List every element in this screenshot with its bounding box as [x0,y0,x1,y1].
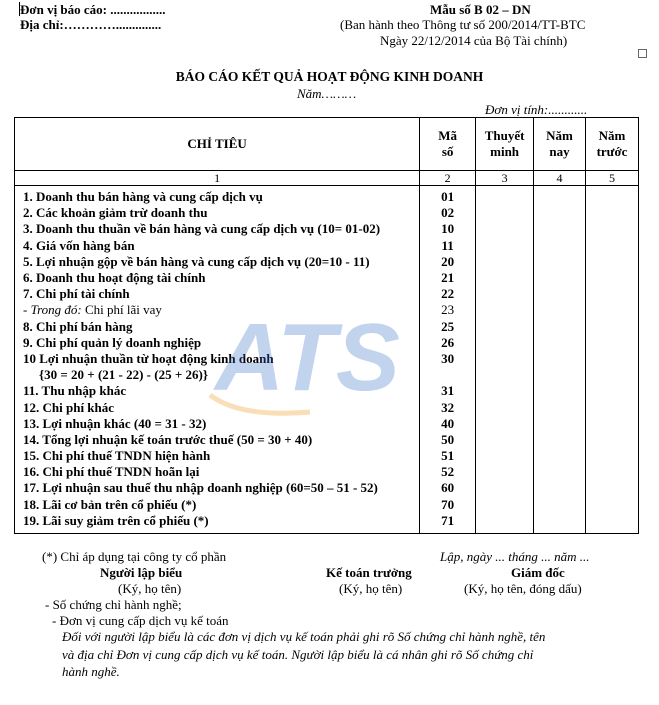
row-previous-year [586,383,639,399]
row-note [476,254,534,270]
row-current-year [534,432,586,448]
row-code: 60 [420,480,476,496]
row-label: 11. Thu nhập khác [15,383,420,399]
form-number: Mẫu số B 02 – DN [430,2,531,17]
row-label: 16. Chi phí thuế TNDN hoãn lại [15,464,420,480]
preparer-title: Người lập biểu [100,565,183,580]
row-label: 6. Doanh thu hoạt động tài chính [15,270,420,286]
explanation-line-1: Đối với người lập biểu là các đơn vị dịch vụ kế toán phải ghi rõ Số chứng chỉ hành nghề, tên [62,629,546,644]
table-row [15,513,639,529]
table-row [15,416,639,432]
row-label: 1. Doanh thu bán hàng và cung cấp dịch vụ [15,189,420,205]
table-row [15,286,639,302]
issued-by-text: (Ban hành theo Thông tư số 200/2014/TT-BTC [340,17,586,32]
income-statement-table [14,117,639,534]
row-note [476,480,534,496]
row-label [15,302,420,318]
currency-unit: Đơn vị tính:............ [485,102,588,117]
row-current-year [534,367,586,383]
row-label: 17. Lợi nhuận sau thuế thu nhập doanh nghiệp (60=50 – 51 - 52) [15,480,420,496]
row-label: 19. Lãi suy giảm trên cổ phiếu (*) [15,513,420,529]
row-label: 4. Giá vốn hàng bán [15,238,420,254]
row-label: 5. Lợi nhuận gộp về bán hàng và cung cấp dịch vụ (20=10 - 11) [15,254,420,270]
row-current-year [534,286,586,302]
row-previous-year [586,221,639,237]
table-row [15,221,639,237]
row-current-year [534,351,586,367]
director-signature-note: (Ký, họ tên, đóng dấu) [464,581,582,596]
explanation-line-2: và địa chỉ Đơn vị cung cấp dịch vụ kế toán. Người lập biểu là cá nhân ghi rõ Số chứng chỉ [62,647,534,662]
footnote: (*) Chỉ áp dụng tại công ty cổ phần [42,549,227,564]
row-current-year [534,302,586,318]
table-row [15,448,639,464]
table-row [15,367,639,383]
row-label: 7. Chi phí tài chính [15,286,420,302]
row-code: 20 [420,254,476,270]
row-previous-year [586,448,639,464]
row-code: 51 [420,448,476,464]
row-previous-year [586,286,639,302]
row-note [476,464,534,480]
row-previous-year [586,238,639,254]
row-label: 2. Các khoản giảm trừ doanh thu [15,205,420,221]
table-row [15,205,639,221]
row-note [476,302,534,318]
row-current-year [534,448,586,464]
table-row [15,383,639,399]
row-note [476,432,534,448]
report-title: BÁO CÁO KẾT QUẢ HOẠT ĐỘNG KINH DOANH [175,69,484,84]
row-label: 15. Chi phí thuế TNDN hiện hành [15,448,420,464]
row-code: 71 [420,513,476,529]
row-current-year [534,270,586,286]
row-note [476,399,534,415]
header-note: Thuyết minh [476,118,534,171]
explanation-line-3: hành nghề. [62,664,120,679]
row-note [476,270,534,286]
row-previous-year [586,302,639,318]
row-current-year [534,254,586,270]
row-current-year [534,335,586,351]
service-unit-line: - Đơn vị cung cấp dịch vụ kế toán [52,613,229,628]
row-previous-year [586,189,639,205]
row-current-year [534,464,586,480]
column-number: 3 [476,171,534,186]
row-previous-year [586,351,639,367]
row-label: 3. Doanh thu thuần về bán hàng và cung cấp dịch vụ (10= 01-02) [15,221,420,237]
chief-accountant-title: Kế toán trưởng [326,565,412,580]
table-row [15,464,639,480]
column-number: 5 [586,171,639,186]
row-note [476,286,534,302]
row-code: 26 [420,335,476,351]
row-label: {30 = 20 + (21 - 22) - (25 + 26)} [15,367,420,383]
row-current-year [534,189,586,205]
row-label: 10 Lợi nhuận thuần từ hoạt động kinh doanh [15,351,420,367]
row-code: 25 [420,319,476,335]
row-previous-year [586,367,639,383]
row-current-year [534,513,586,529]
row-previous-year [586,513,639,529]
row-code: 50 [420,432,476,448]
header-code: Mã số [420,118,476,171]
address-label: Địa chỉ:………….............. [20,17,162,32]
row-note [476,335,534,351]
director-title: Giám đốc [511,565,565,580]
row-previous-year [586,335,639,351]
row-code: 21 [420,270,476,286]
row-code: 22 [420,286,476,302]
row-current-year [534,416,586,432]
row-current-year [534,205,586,221]
row-prefix: - Trong đó: [23,302,82,318]
row-previous-year [586,480,639,496]
row-code: 52 [420,464,476,480]
reporting-unit-label: Đơn vị báo cáo: ................. [20,2,166,17]
row-code: 70 [420,497,476,513]
row-note [476,238,534,254]
row-label: 12. Chi phí khác [15,399,420,415]
table-row [15,319,639,335]
table-row [15,399,639,415]
row-previous-year [586,399,639,415]
header-current-year: Năm nay [534,118,586,171]
table-row [15,270,639,286]
row-code: 02 [420,205,476,221]
row-note [476,189,534,205]
table-row [15,351,639,367]
row-note [476,351,534,367]
row-code: 30 [420,351,476,367]
header-indicator: CHỈ TIÊU [15,118,420,171]
row-label-text: Chi phí lãi vay [85,302,162,318]
row-note [476,367,534,383]
column-number-row [15,171,639,186]
year-line: Năm……… [297,86,357,101]
row-note [476,383,534,399]
header-previous-year: Năm trước [586,118,639,171]
row-previous-year [586,497,639,513]
row-label: 9. Chi phí quản lý doanh nghiệp [15,335,420,351]
row-previous-year [586,416,639,432]
row-current-year [534,221,586,237]
date-line: Lập, ngày ... tháng ... năm ... [440,549,590,564]
row-current-year [534,497,586,513]
row-current-year [534,383,586,399]
watermark-text: ATS [215,304,400,411]
row-code: 23 [420,302,476,318]
column-number: 2 [420,171,476,186]
row-code: 01 [420,189,476,205]
table-row [15,480,639,496]
layout-options-icon[interactable] [638,49,647,58]
table-row [15,302,639,318]
row-label: 14. Tổng lợi nhuận kế toán trước thuế (50 = 30 + 40) [15,432,420,448]
row-code: 10 [420,221,476,237]
row-previous-year [586,254,639,270]
row-previous-year [586,205,639,221]
row-label: 8. Chi phí bán hàng [15,319,420,335]
row-current-year [534,238,586,254]
column-number: 1 [15,171,420,186]
row-current-year [534,480,586,496]
row-code [420,367,476,383]
row-previous-year [586,319,639,335]
row-note [476,416,534,432]
table-row [15,335,639,351]
column-number: 4 [534,171,586,186]
table-row [15,432,639,448]
row-current-year [534,399,586,415]
row-code: 32 [420,399,476,415]
row-code: 11 [420,238,476,254]
row-note [476,319,534,335]
row-current-year [534,319,586,335]
table-row [15,238,639,254]
row-code: 31 [420,383,476,399]
row-note [476,205,534,221]
table-row [15,189,639,205]
row-previous-year [586,432,639,448]
table-row [15,497,639,513]
row-note [476,497,534,513]
chief-accountant-signature-note: (Ký, họ tên) [339,581,403,596]
issued-date-text: Ngày 22/12/2014 của Bộ Tài chính) [380,33,568,48]
table-row [15,254,639,270]
row-code: 40 [420,416,476,432]
row-label: 13. Lợi nhuận khác (40 = 31 - 32) [15,416,420,432]
preparer-signature-note: (Ký, họ tên) [118,581,182,596]
row-previous-year [586,464,639,480]
certificate-line: - Số chứng chỉ hành nghề; [45,597,182,612]
row-previous-year [586,270,639,286]
row-note [476,448,534,464]
table-header-row [15,118,639,171]
row-note [476,221,534,237]
row-label: 18. Lãi cơ bản trên cổ phiếu (*) [15,497,420,513]
row-note [476,513,534,529]
